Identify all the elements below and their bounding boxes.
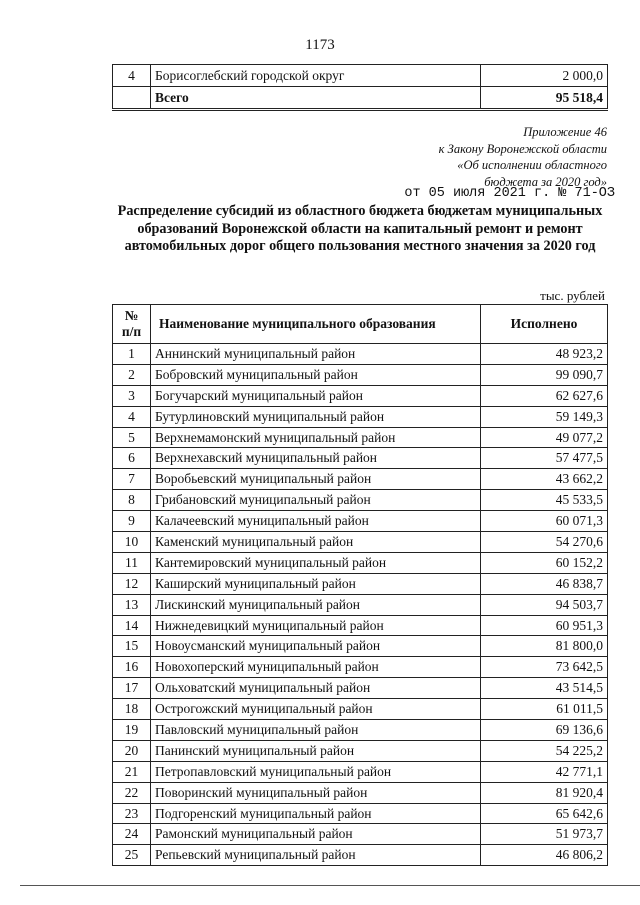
annex-line: Приложение 46 <box>523 125 607 139</box>
row-value: 43 662,2 <box>481 469 608 490</box>
table-row <box>113 427 608 448</box>
table-row <box>113 761 608 782</box>
row-value: 57 477,5 <box>481 448 608 469</box>
table-row <box>113 65 608 87</box>
row-number: 23 <box>113 803 151 824</box>
page-number: 1173 <box>305 37 335 53</box>
row-value: 51 973,7 <box>481 824 608 845</box>
header-name: Наименование муниципального образования <box>151 305 481 344</box>
row-number: 3 <box>113 385 151 406</box>
row-name: Подгоренский муниципальный район <box>151 803 481 824</box>
row-number: 22 <box>113 782 151 803</box>
decree-stamp: от 05 июля 2021 г. № 71-ОЗ <box>404 186 615 201</box>
table-row <box>113 385 608 406</box>
row-value: 81 800,0 <box>481 636 608 657</box>
row-number: 12 <box>113 573 151 594</box>
footer-divider <box>20 885 640 886</box>
total-row <box>113 87 608 110</box>
previous-table-continuation <box>112 64 608 111</box>
row-name: Лискинский муниципальный район <box>151 594 481 615</box>
row-number: 24 <box>113 824 151 845</box>
subsidies-table-body <box>113 344 608 866</box>
unit-label: тыс. рублей <box>540 288 605 303</box>
table-row <box>113 845 608 866</box>
table-row <box>113 740 608 761</box>
row-value: 45 533,5 <box>481 490 608 511</box>
table-row <box>113 594 608 615</box>
row-value: 65 642,6 <box>481 803 608 824</box>
header-number-line2: п/п <box>121 324 142 339</box>
table-row <box>113 573 608 594</box>
row-name: Павловский муниципальный район <box>151 720 481 741</box>
row-name: Петропавловский муниципальный район <box>151 761 481 782</box>
row-name: Грибановский муниципальный район <box>151 490 481 511</box>
table-row <box>113 615 608 636</box>
annex-block <box>300 124 607 190</box>
table-header-row <box>113 305 608 344</box>
row-value: 43 514,5 <box>481 678 608 699</box>
table-row <box>113 469 608 490</box>
row-name: Кантемировский муниципальный район <box>151 552 481 573</box>
row-number: 9 <box>113 511 151 532</box>
row-name: Новохоперский муниципальный район <box>151 657 481 678</box>
row-value: 73 642,5 <box>481 657 608 678</box>
row-value: 60 152,2 <box>481 552 608 573</box>
header-value: Исполнено <box>481 305 608 344</box>
row-name: Рамонский муниципальный район <box>151 824 481 845</box>
row-value: 54 225,2 <box>481 740 608 761</box>
row-name: Калачеевский муниципальный район <box>151 511 481 532</box>
row-value: 61 011,5 <box>481 699 608 720</box>
row-number: 2 <box>113 364 151 385</box>
row-value: 60 951,3 <box>481 615 608 636</box>
row-value: 62 627,6 <box>481 385 608 406</box>
table-row <box>113 406 608 427</box>
row-name: Борисоглебский городской округ <box>151 65 481 87</box>
row-value: 69 136,6 <box>481 720 608 741</box>
table-row <box>113 636 608 657</box>
row-value: 49 077,2 <box>481 427 608 448</box>
row-number: 21 <box>113 761 151 782</box>
row-value: 2 000,0 <box>481 65 608 87</box>
header-number <box>113 305 151 344</box>
row-number: 10 <box>113 532 151 553</box>
table-row <box>113 699 608 720</box>
row-number: 14 <box>113 615 151 636</box>
subsidies-table <box>112 304 608 866</box>
row-name: Острогожский муниципальный район <box>151 699 481 720</box>
row-value: 46 806,2 <box>481 845 608 866</box>
annex-line: «Об исполнении областного <box>457 158 607 172</box>
row-number: 25 <box>113 845 151 866</box>
total-value: 95 518,4 <box>481 87 608 110</box>
row-number: 7 <box>113 469 151 490</box>
row-number: 4 <box>113 65 151 87</box>
row-number: 13 <box>113 594 151 615</box>
row-value: 54 270,6 <box>481 532 608 553</box>
row-name: Репьевский муниципальный район <box>151 845 481 866</box>
document-title: Распределение субсидий из областного бюджета бюджетам муниципальных образований Воронежской области на капитальный ремонт и ремонт автомобильных дорог общего пользования местного значения за 2020 год <box>117 203 603 254</box>
row-name: Панинский муниципальный район <box>151 740 481 761</box>
previous-table-body <box>113 65 608 87</box>
table-row <box>113 657 608 678</box>
row-number: 4 <box>113 406 151 427</box>
row-name: Поворинский муниципальный район <box>151 782 481 803</box>
row-number: 8 <box>113 490 151 511</box>
table-row <box>113 803 608 824</box>
row-value: 59 149,3 <box>481 406 608 427</box>
row-name: Ольховатский муниципальный район <box>151 678 481 699</box>
table-row <box>113 448 608 469</box>
row-number: 11 <box>113 552 151 573</box>
table-row <box>113 364 608 385</box>
row-number: 17 <box>113 678 151 699</box>
header-number-line1: № <box>124 308 139 323</box>
table-row <box>113 720 608 741</box>
row-number: 1 <box>113 344 151 365</box>
row-number: 6 <box>113 448 151 469</box>
table-row <box>113 344 608 365</box>
row-number: 18 <box>113 699 151 720</box>
table-row <box>113 532 608 553</box>
table-row <box>113 678 608 699</box>
table-row <box>113 490 608 511</box>
table-row <box>113 824 608 845</box>
row-name: Верхнехавский муниципальный район <box>151 448 481 469</box>
row-value: 42 771,1 <box>481 761 608 782</box>
row-number: 15 <box>113 636 151 657</box>
row-name: Нижнедевицкий муниципальный район <box>151 615 481 636</box>
row-name: Бобровский муниципальный район <box>151 364 481 385</box>
row-value: 99 090,7 <box>481 364 608 385</box>
row-name: Верхнемамонский муниципальный район <box>151 427 481 448</box>
row-value: 94 503,7 <box>481 594 608 615</box>
row-name: Богучарский муниципальный район <box>151 385 481 406</box>
annex-line: бюджета за 2020 год» <box>484 174 607 189</box>
row-value: 46 838,7 <box>481 573 608 594</box>
row-name: Бутурлиновский муниципальный район <box>151 406 481 427</box>
row-value: 48 923,2 <box>481 344 608 365</box>
table-row <box>113 511 608 532</box>
table-row <box>113 782 608 803</box>
row-number: 5 <box>113 427 151 448</box>
row-name: Каменский муниципальный район <box>151 532 481 553</box>
total-num-cell <box>113 87 151 110</box>
row-value: 81 920,4 <box>481 782 608 803</box>
row-number: 20 <box>113 740 151 761</box>
total-label: Всего <box>151 87 481 110</box>
row-value: 60 071,3 <box>481 511 608 532</box>
table-row <box>113 552 608 573</box>
row-name: Новоусманский муниципальный район <box>151 636 481 657</box>
row-name: Аннинский муниципальный район <box>151 344 481 365</box>
annex-line: к Закону Воронежской области <box>438 141 607 156</box>
row-name: Воробьевский муниципальный район <box>151 469 481 490</box>
row-number: 16 <box>113 657 151 678</box>
row-number: 19 <box>113 720 151 741</box>
row-name: Каширский муниципальный район <box>151 573 481 594</box>
